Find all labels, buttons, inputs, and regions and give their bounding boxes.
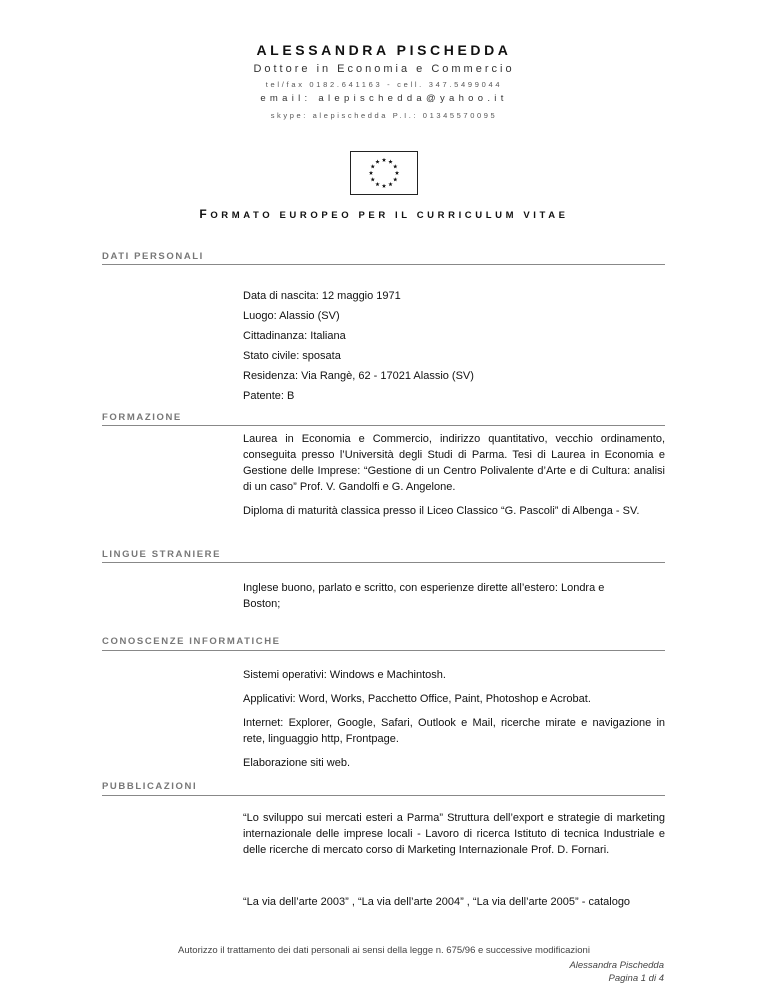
form-title <box>0 207 768 221</box>
star-icon <box>371 177 375 181</box>
star-icon <box>369 171 373 175</box>
footer-consent: Autorizzo il trattamento dei dati personali ai sensi della legge n. 675/96 e successive modificazioni <box>178 945 590 956</box>
it-web: Elaborazione siti web. <box>243 757 351 769</box>
star-icon <box>388 182 392 186</box>
it-applications: Applicativi: Word, Works, Pacchetto Office, Paint, Photoshop e Acrobat. <box>243 693 591 705</box>
star-icon <box>371 164 375 168</box>
header-skype: skype: alepischedda P.I.: 01345570095 <box>270 111 498 120</box>
section-divider <box>102 562 665 563</box>
section-heading-languages: LINGUE STRANIERE <box>102 549 222 560</box>
publication-item: “La via dell’arte 2003” , “La via dell’arte 2004” , “La via dell’arte 2005” - catalogo <box>243 896 631 908</box>
section-divider <box>102 650 665 651</box>
header-phone: tel/fax 0182.641163 - cell. 347.5499044 <box>265 80 503 89</box>
section-heading-it-skills: CONOSCENZE INFORMATICHE <box>102 636 281 647</box>
it-os: Sistemi operativi: Windows e Machintosh. <box>243 669 446 681</box>
eu-flag-icon <box>350 151 418 195</box>
languages-english: Inglese buono, parlato e scritto, con esperienze dirette all’estero: Londra e Boston; <box>243 582 605 610</box>
section-divider <box>102 264 665 265</box>
personal-birthdate: Data di nascita: 12 maggio 1971 <box>243 290 401 302</box>
star-icon <box>388 159 392 163</box>
star-icon <box>395 171 399 175</box>
section-heading-personal: DATI PERSONALI <box>102 251 204 262</box>
form-title-initial: F <box>199 207 211 221</box>
personal-marital-status: Stato civile: sposata <box>243 350 341 362</box>
section-heading-publications: PUBBLICAZIONI <box>102 781 198 792</box>
header-title: Dottore in Economia e Commercio <box>253 63 515 75</box>
section-divider <box>102 795 665 796</box>
star-icon <box>382 184 386 188</box>
section-divider <box>102 425 665 426</box>
header-name: ALESSANDRA PISCHEDDA <box>256 42 512 58</box>
star-icon <box>393 164 397 168</box>
footer-page: Pagina 1 di 4 <box>608 973 664 984</box>
star-icon <box>375 182 379 186</box>
section-heading-education: FORMAZIONE <box>102 412 182 423</box>
personal-citizenship: Cittadinanza: Italiana <box>243 330 346 342</box>
personal-residence: Residenza: Via Rangè, 62 - 17021 Alassio (SV) <box>243 370 474 382</box>
footer-author: Alessandra Pischedda <box>569 960 664 971</box>
personal-license: Patente: B <box>243 390 295 402</box>
education-degree: Laurea in Economia e Commercio, indirizzo quantitativo, vecchio ordinamento, conseguita presso l’Università degli Studi di Parma. Tesi di Laurea in Economia e Gestione delle Imprese: “Gestione di un Centro Polivalente d’Arte e di Cultura: analisi di un caso” Prof. V. Gandolfi e G. Angelone. <box>243 433 665 493</box>
star-icon <box>375 159 379 163</box>
star-icon <box>393 177 397 181</box>
publication-item: “Lo sviluppo sui mercati esteri a Parma” Struttura dell’export e strategie di marketing internazionale delle imprese locali - Lavoro di ricerca Istituto di tecnica Industriale e delle ricerche di mercato corso di Marketing Internazionale Prof. D. Fornari. <box>243 812 665 856</box>
form-title-rest: ORMATO EUROPEO PER IL CURRICULUM VITAE <box>210 210 569 221</box>
personal-birthplace: Luogo: Alassio (SV) <box>243 310 340 322</box>
header-email: email: alepischedda@yahoo.it <box>260 93 508 104</box>
star-icon <box>382 158 386 162</box>
it-internet: Internet: Explorer, Google, Safari, Outlook e Mail, ricerche mirate e navigazione in rete, linguaggio http, Frontpage. <box>243 717 665 745</box>
education-diploma: Diploma di maturità classica presso il Liceo Classico “G. Pascoli” di Albenga - SV. <box>243 505 640 517</box>
